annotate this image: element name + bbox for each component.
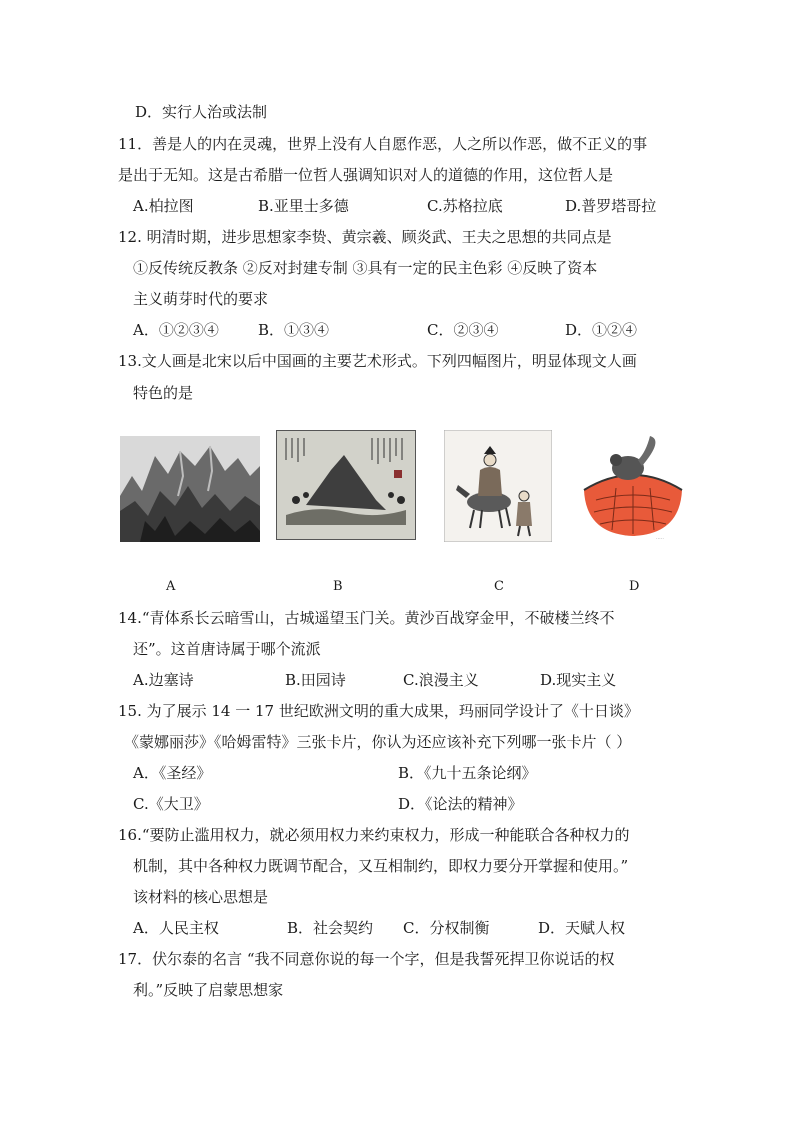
q17-stem-line1: 17．伏尔泰的名言 “我不同意你说的每一个字，但是我誓死捍卫你说话的权 [118, 950, 615, 968]
q16-option-c: C．分权制衡 [403, 919, 490, 937]
q14-option-c: C.浪漫主义 [403, 671, 479, 689]
q15-option-c: C.《大卫》 [133, 795, 209, 813]
q15-stem-line2: 《蒙娜丽莎》《哈姆雷特》三张卡片，你认为还应该补充下列哪一张卡片（ ） [124, 733, 632, 751]
painting-c-image [444, 430, 552, 542]
q14-stem-line1: 14.“青体系长云暗雪山，古城遥望玉门关。黄沙百战穿金甲，不破楼兰终不 [118, 609, 615, 627]
q14-option-d: D.现实主义 [540, 671, 617, 689]
painting-b-image [276, 430, 416, 540]
q15-option-a: A．《圣经》 [133, 764, 212, 782]
q13-stem-line1: 13.文人画是北宋以后中国画的主要艺术形式。下列四幅图片，明显体现文人画 [118, 352, 637, 370]
q16-stem-line3: 该材料的核心思想是 [133, 888, 269, 906]
caption-a: A [166, 579, 176, 594]
q16-option-a: A．人民主权 [133, 919, 219, 937]
q12-option-a: A．①②③④ [133, 321, 219, 339]
q12-stem-line2: ①反传统反教条 ②反对封建专制 ③具有一定的民主色彩 ④反映了资本 [133, 259, 598, 277]
q11-stem-line2: 是出于无知。这是古希腊一位哲人强调知识对人的道德的作用，这位哲人是 [118, 166, 614, 184]
svg-text:·····: ····· [656, 536, 664, 542]
caption-b: B [333, 579, 343, 594]
q14-option-a: A.边塞诗 [133, 671, 194, 689]
q13-stem-line2: 特色的是 [133, 384, 194, 402]
q15-option-b: B．《九十五条论纲》 [398, 764, 537, 782]
q14-option-b: B.田园诗 [285, 671, 346, 689]
q12-stem-line3: 主义萌芽时代的要求 [133, 290, 269, 308]
painting-d-image [576, 430, 690, 542]
q11-stem-line1: 11．善是人的内在灵魂，世界上没有人自愿作恶，人之所以作恶，做不正义的事 [118, 135, 648, 153]
q12-option-b: B．①③④ [258, 321, 330, 339]
q17-stem-line2: 利。”反映了启蒙思想家 [133, 981, 284, 999]
q16-option-d: D．天赋人权 [538, 919, 626, 937]
q11-option-d: D.普罗塔哥拉 [565, 197, 657, 215]
q15-option-d: D．《论法的精神》 [398, 795, 523, 813]
q16-stem-line1: 16.“要防止滥用权力，就必须用权力来约束权力，形成一种能联合各种权力的 [118, 826, 630, 844]
q11-option-a: A.柏拉图 [133, 197, 194, 215]
q16-stem-line2: 机制，其中各种权力既调节配合，又互相制约，即权力要分开掌握和使用。” [133, 857, 629, 875]
painting-a-image [120, 436, 260, 542]
q10-option-d: D．实行人治或法制 [135, 103, 268, 121]
q11-option-b: B.亚里士多德 [258, 197, 349, 215]
caption-d: D [629, 579, 640, 594]
q12-stem-line1: 12. 明清时期，进步思想家李贽、黄宗羲、顾炎武、王夫之思想的共同点是 [118, 228, 612, 246]
q15-stem-line1: 15. 为了展示 14 一 17 世纪欧洲文明的重大成果，玛丽同学设计了《十日谈》 [118, 702, 639, 720]
q16-option-b: B．社会契约 [287, 919, 374, 937]
caption-c: C [494, 579, 504, 594]
q12-option-c: C．②③④ [427, 321, 499, 339]
q14-stem-line2: 还”。这首唐诗属于哪个流派 [133, 640, 321, 658]
q12-option-d: D．①②④ [565, 321, 638, 339]
q11-option-c: C.苏格拉底 [427, 197, 503, 215]
